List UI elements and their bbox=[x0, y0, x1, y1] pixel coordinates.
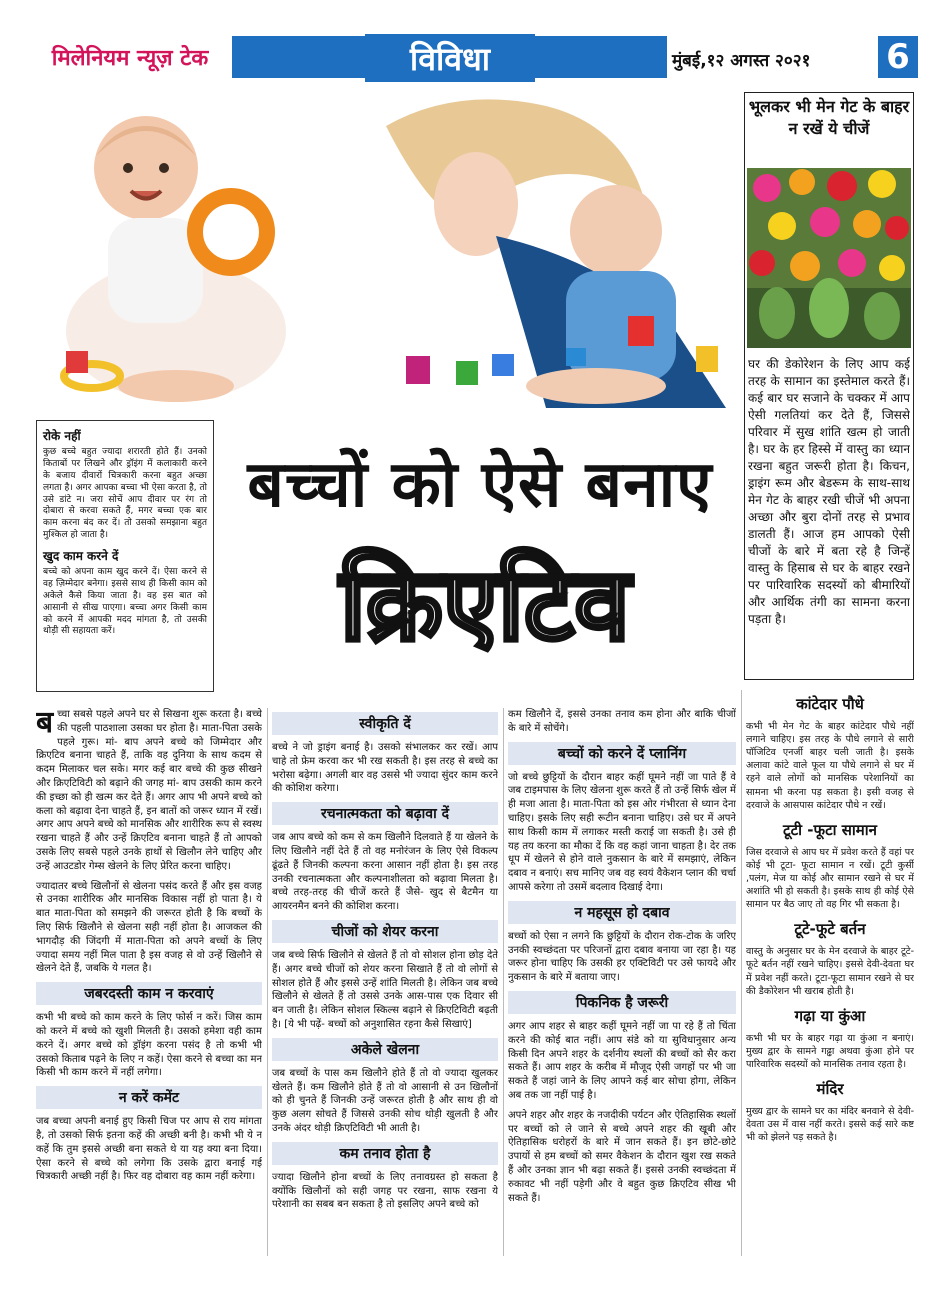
callout-text: कुछ बच्चे बहुत ज्यादा शरारती होते हैं। उनको किताबों पर लिखने और ड्रॉइंग में कलाकारी करने के बजाय दीवारों चित्रकारी करना बहुत अच्छा लगता है। अगर आपका बच्चा भी ऐसा करता है, तो उसे डांटे न। जरा सोचें आप दीवार पर रंग तो दोबारा से करवा सकते हैं, मगर बच्चा एक बार काम करना बंद कर दें। तो उसको समझाना बहुत मुश्किल हो जाता है। bbox=[43, 447, 207, 541]
headline-line1: बच्चों को ऐसे बनाए bbox=[247, 448, 713, 522]
article-paragraph: कभी भी बच्चे को काम करने के लिए फोर्स न करें। जिस काम को करने में बच्चे को खुशी मिलती है। उसको हमेशा वही काम करने दें। अगर बच्चे को ड्रॉइंग करना पसंद है तो कभी भी उसको किताब पढ़ने के लिए न कहें। ऐसा करने से बच्चा का मन किसी भी काम करने में नहीं लगेगा। bbox=[36, 1012, 262, 1079]
article-paragraph: जब बच्चे सिर्फ खिलौने से खेलते हैं तो वो सोशल होना छोड़ देते हैं। अगर बच्चे चीजों को शेयर करना सिखाते हैं तो वो लोगों से सोशल होते हैं और इससे उन्हें शांति मिलती है। लेकिन जब बच्चे खिलौने से खेलते हैं तो उससे उनके आस-पास एक दिवार सी बन जाती है। लेकिन सोशल स्किल्स बढ़ाने से क्रिएटिविटी बढ़ती है। [ये भी पढ़ें- बच्चों को अनुशासित रहना कैसे सिखाएं] bbox=[272, 949, 498, 1030]
article-paragraph: कम खिलौने दें, इससे उनका तनाव कम होना और बाकि चीजों के बारे में सोचेंगे। bbox=[508, 709, 736, 734]
callout-heading: खुद काम करने दें bbox=[43, 549, 119, 563]
sidebar-intro: घर की डेकोरेशन के लिए आप कई तरह के सामान का इस्तेमाल करते हैं। कई बार घर सजाने के चक्कर में आप ऐसी गलतियां कर देते हैं, जिससे परिवार में सुख शांति खत्म हो जाती है। घर के हर हिस्से में वास्तु का ध्यान रखना बहुत जरूरी होता है। किचन, ड्राइंग रूम और बेडरूम के साथ-साथ मेन गेट के बाहर रखी चीजें भी अपना अच्छा और बुरा दोनों तरह से प्रभाव डालती हैं। आज हम आपको ऐसी चीजों के बारे में बता रहे है जिन्हें वास्तु के हिसाब से घर के बाहर रखने पर पारिवारिक सदस्यों को बीमारियों और आर्थिक तंगी का सामना करना पड़ता है। bbox=[748, 357, 910, 627]
subheading: अकेले खेलना bbox=[272, 1038, 498, 1061]
blue-cup-toy bbox=[492, 354, 514, 376]
sidebar-paragraph: कभी भी मेन गेट के बाहर कांटेदार पौधे नहीं लगाने चाहिए। इस तरह के पौधे लगाने से सारी पॉजिटिव एनर्जी बाहर चली जाती है। इसके अलावा कांटे वाले फूल या पौधे लगाने से घर में रहने वाले लोगों को मानसिक परेशानियों का सामना भी करना पड़ सकता है। इसी वजह से दरवाजे के आसपास कांटेदार पौधे न रखें। bbox=[746, 721, 914, 811]
red-cup-toy bbox=[628, 316, 654, 346]
callout-text: बच्चे को अपना काम खुद करने दें। ऐसा करने से वह ज़िम्मेदार बनेगा। इससे साथ ही किसी काम को अकेले कैसे किया जाता है। वह इस बात को आसानी से सीख पाएगा। बच्चा अगर किसी काम को करने में आपकी मदद मांगता है, तो उसकी थोड़ी सी सहायता करें। bbox=[43, 567, 207, 637]
subheading: चीजों को शेयर करना bbox=[272, 920, 498, 943]
sidebar-subheading: टूटी -फूटा सामान bbox=[783, 820, 877, 839]
page-number: 6 bbox=[878, 36, 918, 78]
article-paragraph: जो बच्चे छुट्टियों के दौरान बाहर कहीं घूमने नहीं जा पाते हैं वे जब टाइमपास के लिए खेलना शुरू करते हैं तो उन्हें सिर्फ खेल में ही मजा आता है। माता-पिता को इस ओर गंभीरता से ध्यान देना चाहिए। इसके लिए सही रूटीन बनाना चाहिए। उसे घर में अपने साथ किसी काम में लगाकर मस्ती कराई जा सकती है। उसे ही यह तय करना का मौका दें कि वह कहां जाना चाहता है। देर तक धूप में खेलने से होने वाले नुकसान के बारे में समझाएं, लेकिन दबाव न बनाएं। सच मानिए जब वह स्वयं वैकेशन प्लान की चर्चा आपसे करेगा तो उसमें बदलाव दिखाई देगा। bbox=[508, 771, 736, 893]
subheading: बच्चों को करने दें प्लानिंग bbox=[508, 742, 736, 765]
subheading: स्वीकृति दें bbox=[272, 712, 498, 735]
article-column-3 bbox=[508, 708, 736, 1258]
subheading: रचनात्मकता को बढ़ावा दें bbox=[272, 802, 498, 825]
paper-name: मिलेनियम न्यूज़ टेक bbox=[51, 46, 209, 71]
sidebar-paragraph: मुख्य द्वार के सामने घर का मंदिर बनवाने से देवी- देवता उस में वास नहीं करते। इससे कई सारे कष्ट भी को झेलने पड़ सकते है। bbox=[746, 1106, 914, 1144]
article-paragraph: ज्यादातर बच्चे खिलौनों से खेलना पसंद करते हैं और इस वजह से उनका शारीरिक और मानसिक विकास नहीं हो पाता है। ये बात माता-पिता को समझने की जरूरत होती है कि बच्चों के लिए सिर्फ खिलौने से खेलना सही नहीं होता है। आजकल की भागदौड़ की जिंदगी में माता-पिता को अपने बच्चों के लिए ज्यादा समय नहीं मिल पाता है इस वजह से वो उन्हें खिलौने से खेलने देते हैं, जबकि ये गलत है। bbox=[36, 880, 262, 975]
column-divider bbox=[741, 690, 742, 1256]
column-divider bbox=[503, 708, 504, 1256]
article-paragraph: जब बच्चों के पास कम खिलौने होते हैं तो वो ज्यादा खुलकर खेलते हैं। कम खिलौने होते हैं तो वो आसानी से उन खिलौनों को ही चुनते हैं जिनकी उन्हें जरूरत होती है और साथ ही वो कुछ अलग सोचते हैं जिससे उनकी सोच थोड़ी खुलती है और उनके अंदर थोड़ी क्रिएटिविटी भी आती है। bbox=[272, 1067, 498, 1134]
article-paragraph bbox=[36, 708, 262, 874]
hero-image bbox=[26, 86, 736, 408]
cactus-illustration bbox=[747, 168, 911, 348]
column-divider bbox=[267, 708, 268, 1256]
article-column-1 bbox=[36, 708, 262, 1258]
sidebar-subheading: गढ़ा या कुंआ bbox=[794, 1006, 866, 1025]
article-paragraph: जब बच्चा अपनी बनाई हुए किसी चिज पर आप से राय मांगता है, तो उसको सिर्फ इतना कहें की अच्छी बनी है। कभी भी ये न कहें कि तुम इससे अच्छी बना सकते थे या यह क्या बना दिया। ऐसा करने से बच्चे को लगेगा कि उसके द्वारा बनाई गई चित्रकारी अच्छी नहीं है। फिर वह दोबारा वह काम नहीं करेगा। bbox=[36, 1116, 262, 1183]
subheading: कम तनाव होता है bbox=[272, 1142, 498, 1165]
headline-line2: क्रिएटिव bbox=[340, 546, 630, 663]
sidebar-subheading: टूटे-फूटे बर्तन bbox=[794, 920, 866, 939]
cactus-image bbox=[747, 168, 911, 348]
edition-date: मुंबई,१२ अगस्त २०२१ bbox=[672, 50, 811, 71]
callout-heading: रोके नहीं bbox=[43, 429, 81, 443]
subheading: पिकनिक है जरूरी bbox=[508, 991, 736, 1014]
sidebar-paragraph: वास्तु के अनुसार घर के मेन दरवाजे के बाहर टूटे-फूटे बर्तन नहीं रखने चाहिए। इससे देवी-देवता घर में प्रवेश नहीं करते। टूटा-फूटा सामान रखने से घर की डैकोरेशन भी खराब होती है। bbox=[746, 946, 914, 997]
subheading: न महसूस हो दबाव bbox=[508, 901, 736, 924]
subheading: जबरदस्ती काम न करवाएं bbox=[36, 982, 262, 1005]
baby-right-head bbox=[570, 185, 662, 277]
green-cup-toy bbox=[456, 361, 478, 385]
article-paragraph: बच्चे ने जो ड्राइंग बनाई है। उसको संभालकर कर रखें। आप चाहे तो फ्रेम करवा कर भी रख सकती है। इस तरह से बच्चे का भरोसा बढ़ेगा। अगली बार वह उससे भी ज्यादा सुंदर काम करने की कोशिश करेगा। bbox=[272, 742, 498, 795]
magenta-cup-toy bbox=[406, 356, 430, 384]
sidebar-paragraph: जिस दरवाजे से आप घर में प्रवेश करते हैं वहां पर कोई भी टूटा- फूटा सामान न रखें। टूटी कुर्सी ,पलंग, मेज या कोई और सामान रखने से घर में अशांति भी हो सकती है। इसके साथ ही कोई ऐसे सामान पर बैठ जाए तो वह गिर भी सकता है। bbox=[746, 846, 914, 911]
intro-text: च्चा सबसे पहले अपने घर से सिखना शुरू करता है। बच्चे की पहली पाठशाला उसका घर होता है। माता-पिता उसके पहले गुरू। मां- बाप अपने बच्चे को जिम्मेदार और क्रिएटिव बनाना चाहते हैं, ताकि वह दुनिया के साथ कदम से कदम मिलाकर चल सके। मगर कई बार बच्चे की कुछ सीखने और क्रिएटिविटी को बढ़ाने की जगह मां- बाप उसकी काम करने की इच्छा को ही खत्म कर देते हैं। अगर आप भी अपने बच्चे को कला को बढ़ावा देना चाहते हैं, इन बातों को जरूर ध्यान में रखें। अगर आप अपने बच्चे को मानसिक और शारीरिक रूप से स्वस्थ रखना चाहते हैं और उन्हें क्रिएटिव बनाना चाहते हैं तो आपको उसके लिए सबसे पहले उनके हाथों से खिलौन लेने चाहिए और उन्हें आउटडोर गेम्स खेलने के लिए प्रेरित करना चाहिए। bbox=[36, 709, 262, 872]
sidebar-headline: भूलकर भी मेन गेट के बाहर न रखें ये चीजें bbox=[748, 97, 910, 138]
sidebar-paragraph: कभी भी घर के बाहर गढ़ा या कुंआ न बनाएं। मुख्य द्वार के सामने गढ्ढा अथवा कुंआ होने पर पारिवारिक सदस्यों को मानसिक तनाव रहता है। bbox=[746, 1032, 914, 1070]
article-paragraph: अगर आप शहर से बाहर कहीं घूमने नहीं जा पा रहे हैं तो चिंता करने की कोई बात नहीं। आप संडे को या सुविधानुसार अन्य किसी दिन अपने शहर के दर्शनीय स्थलों की बच्चों को सैर करा सकते हैं। आप शहर के करीब में मौजूद ऐसी जगहों पर भी जा सकते हैं जहां जाने के लिए आपने कई बार सोचा होगा, लेकिन अब तक जा नहीं पाई है। bbox=[508, 1020, 736, 1101]
sidebar-column bbox=[746, 686, 914, 1258]
baby-left-head bbox=[94, 116, 198, 220]
article-paragraph: अपने शहर और शहर के नजदीकी पर्यटन और ऐतिहासिक स्थलों पर बच्चों को ले जाने से बच्चे अपने शहर की खूबी और ऐतिहासिक धरोहरों के बारे में जान सकते हैं। इन छोटे-छोटे उपायों से हम बच्चों को समर वैकेशन के दौरान खुश रख सकते हैं और उनका ज्ञान भी बढ़ा सकते हैं। इससे उनकी स्वच्छंदता में रुकावट भी नहीं पड़ेगी और वे बहुत कुछ क्रिएटिव सीख भी सकते हैं। bbox=[508, 1109, 736, 1204]
article-paragraph: जब आप बच्चे को कम से कम खिलौने दिलवाते हैं या खेलने के लिए खिलौने नहीं देते हैं तो वह मनोरंजन के लिए ऐसे विकल्प ढूंढते हैं जिनकी कल्पना करना आसान नहीं होता है। इस तरह उनकी रचनात्मकता और कल्पनाशीलता को बढ़ावा मिलता है। बच्चे तरह-तरह की चीजें करते हैं जैसे- खुद से बैटमैन या आयरनमैन बनने की कोशिश करना। bbox=[272, 832, 498, 913]
callout-box bbox=[36, 420, 214, 692]
sidebar-subheading: मंदिर bbox=[816, 1080, 844, 1099]
yellow-cup-toy bbox=[696, 346, 718, 372]
section-title: विविधा bbox=[365, 34, 535, 82]
article-paragraph: बच्चों को ऐसा न लगने कि छुट्टियों के दौरान रोक-टोक के जरिए उनकी स्वच्छंदता पर परिजनों द्वारा दबाव बनाया जा रहा है। यह जरूर होना चाहिए कि उसकी हर एक्टिविटी पर उसे फायदे और नुकसान के बारे में बताया जाए। bbox=[508, 930, 736, 984]
article-column-2 bbox=[272, 708, 498, 1258]
article-paragraph: ज्यादा खिलौने होना बच्चों के लिए तनावग्रस्त हो सकता है क्योंकि खिलौनों को सही जगह पर रखना, साफ रखना ये परेशानी का सबब बन सकता है तो इसलिए अपने बच्चे को bbox=[272, 1171, 498, 1211]
dropcap: ब bbox=[36, 708, 54, 740]
sidebar-subheading: कांटेदार पौधे bbox=[796, 695, 864, 713]
subheading: न करें कमेंट bbox=[36, 1086, 262, 1109]
hero-illustration bbox=[26, 86, 736, 408]
